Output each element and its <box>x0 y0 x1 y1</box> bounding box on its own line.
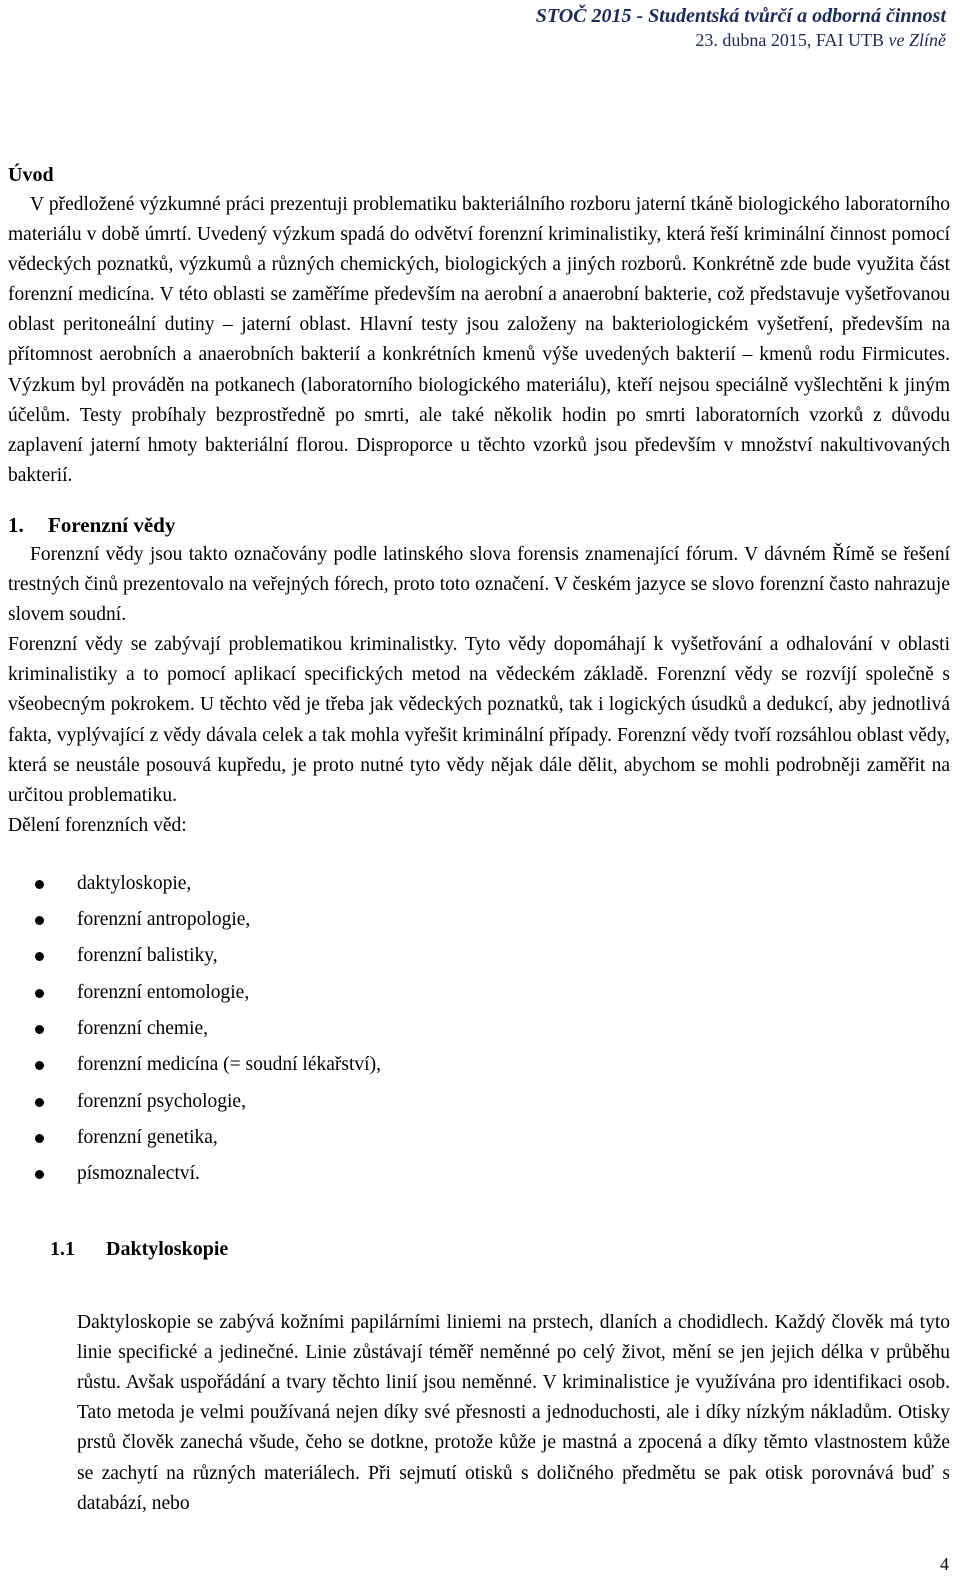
section-1-title: Forenzní vědy <box>48 512 176 537</box>
intro-paragraph: V předložené výzkumné práci prezentuji problematiku bakteriálního rozboru jaterní tkáně biologického laboratorního materiálu v době úmrtí. Uvedený výzkum spadá do odvětví forenzní kriminalistiky, která řeší kriminální činnost pomocí vědeckých poznatků, výzkumů a různých chemických, biologických a jiných rozborů. Konkrétně zde bude využita část forenzní medicína. V této oblasti se zaměříme především na aerobní a anaerobní bakterie, což představuje vyšetřovanou oblast peritoneální dutiny – jaterní oblast. Hlavní testy jsou založeny na bakteriologickém vyšetření, především na přítomnost aerobních a anaerobních bakterií a konkrétních kmenů výše uvedených bakterií – kmenů rodu Firmicutes. Výzkum byl prováděn na potkanech (laboratorního biologického materiálu), kteří nejsou speciálně vyšlechtěni k jiným účelům. Testy probíhaly bezprostředně po smrti, ale také několik hodin po smrti laboratorních vzorků z důvodu zaplavení jaterní hmoty bakteriální florou. Disproporce u těchto vzorků jsou především v množství nakultivovaných bakterií. <box>8 194 950 486</box>
division-label: Dělení forenzních věd: <box>8 814 187 836</box>
list-item: forenzní chemie, <box>8 1011 950 1047</box>
conference-title: STOČ 2015 - Studentská tvůrčí a odborná činnost <box>535 5 946 27</box>
forensic-sciences-list <box>8 866 950 1193</box>
bullet-icon <box>35 989 44 998</box>
bullet-icon <box>35 952 44 961</box>
list-item: forenzní entomologie, <box>8 975 950 1011</box>
section-1-1-title: Daktyloskopie <box>106 1237 229 1260</box>
section-1-paragraph-2: Forenzní vědy se zabývají problematikou kriminalistky. Tyto vědy dopomáhají k vyšetřování a odhalování v oblasti kriminalistiky a to pomocí aplikací specifických metod na vědeckém základě. Forenzní vědy se rozvíjí společně s všeobecným pokrokem. U těchto věd je třeba jak vědeckých poznatků, tak i logických úsudků a dedukcí, aby jednotlivá fakta, vyplývající z vědy dávala celek a tak mohla vyřešit kriminální případy. Forenzní vědy tvoří rozsáhlou oblast vědy, která se neustále posouvá kupředu, je proto nutné tyto vědy nějak dále dělit, abychom se mohli podrobněji zaměřit na určitou problematiku. <box>8 634 950 806</box>
section-1-1-paragraph: Daktyloskopie se zabývá kožními papilárními liniemi na prstech, dlaních a chodidlech. Každý člověk má tyto linie specifické a jedinečné. Linie zůstávají téměř neměnné po celý život, mění se jen jejich délka v průběhu růstu. Avšak uspořádání a tvary těchto linií jsou neměnné. V kriminalistice je využívána pro identifikaci osob. Tato metoda je velmi používaná nejen díky své přesnosti a jednoduchosti, ale i díky nízkým nákladům. Otisky prstů člověk zanechá všude, čeho se dotkne, protože kůže je mastná a zpocená a díky těmto vlastnostem kůže se zachytí na různých materiálech. Při sejmutí otisků s doličného předmětu se pak otisk porovnává buď s databází, nebo <box>77 1311 950 1514</box>
conference-city: ve Zlíně <box>888 30 946 50</box>
bullet-icon <box>35 880 44 889</box>
list-item: daktyloskopie, <box>8 866 950 902</box>
section-1-paragraph-1: Forenzní vědy jsou takto označovány podle latinského slova forensis znamenající fórum. V dávném Římě se řešení trestných činů prezentovalo na veřejných fórech, proto toto označení. V českém jazyce se slovo forenzní často nahrazuje slovem soudní. <box>8 543 950 626</box>
list-item: forenzní balistiky, <box>8 938 950 974</box>
bullet-icon <box>35 1170 44 1179</box>
bullet-icon <box>35 916 44 925</box>
conference-date-location <box>536 28 946 52</box>
page-header <box>536 4 946 52</box>
section-1-heading <box>8 510 950 540</box>
conference-date: 23. dubna 2015, FAI UTB <box>695 30 889 50</box>
bullet-icon <box>35 1025 44 1034</box>
section-1-number: 1. <box>8 512 24 537</box>
page-number: 4 <box>940 1554 949 1574</box>
section-1-1-number: 1.1 <box>50 1237 75 1260</box>
main-content <box>8 160 950 1519</box>
list-item: písmoznalectví. <box>8 1156 950 1192</box>
bullet-icon <box>35 1061 44 1070</box>
list-item: forenzní medicína (= soudní lékařství), <box>8 1047 950 1083</box>
list-item: forenzní psychologie, <box>8 1084 950 1120</box>
list-item: forenzní genetika, <box>8 1120 950 1156</box>
intro-heading: Úvod <box>8 164 54 186</box>
bullet-icon <box>35 1134 44 1143</box>
section-1-1-heading <box>8 1234 950 1264</box>
list-item: forenzní antropologie, <box>8 902 950 938</box>
bullet-icon <box>35 1098 44 1107</box>
